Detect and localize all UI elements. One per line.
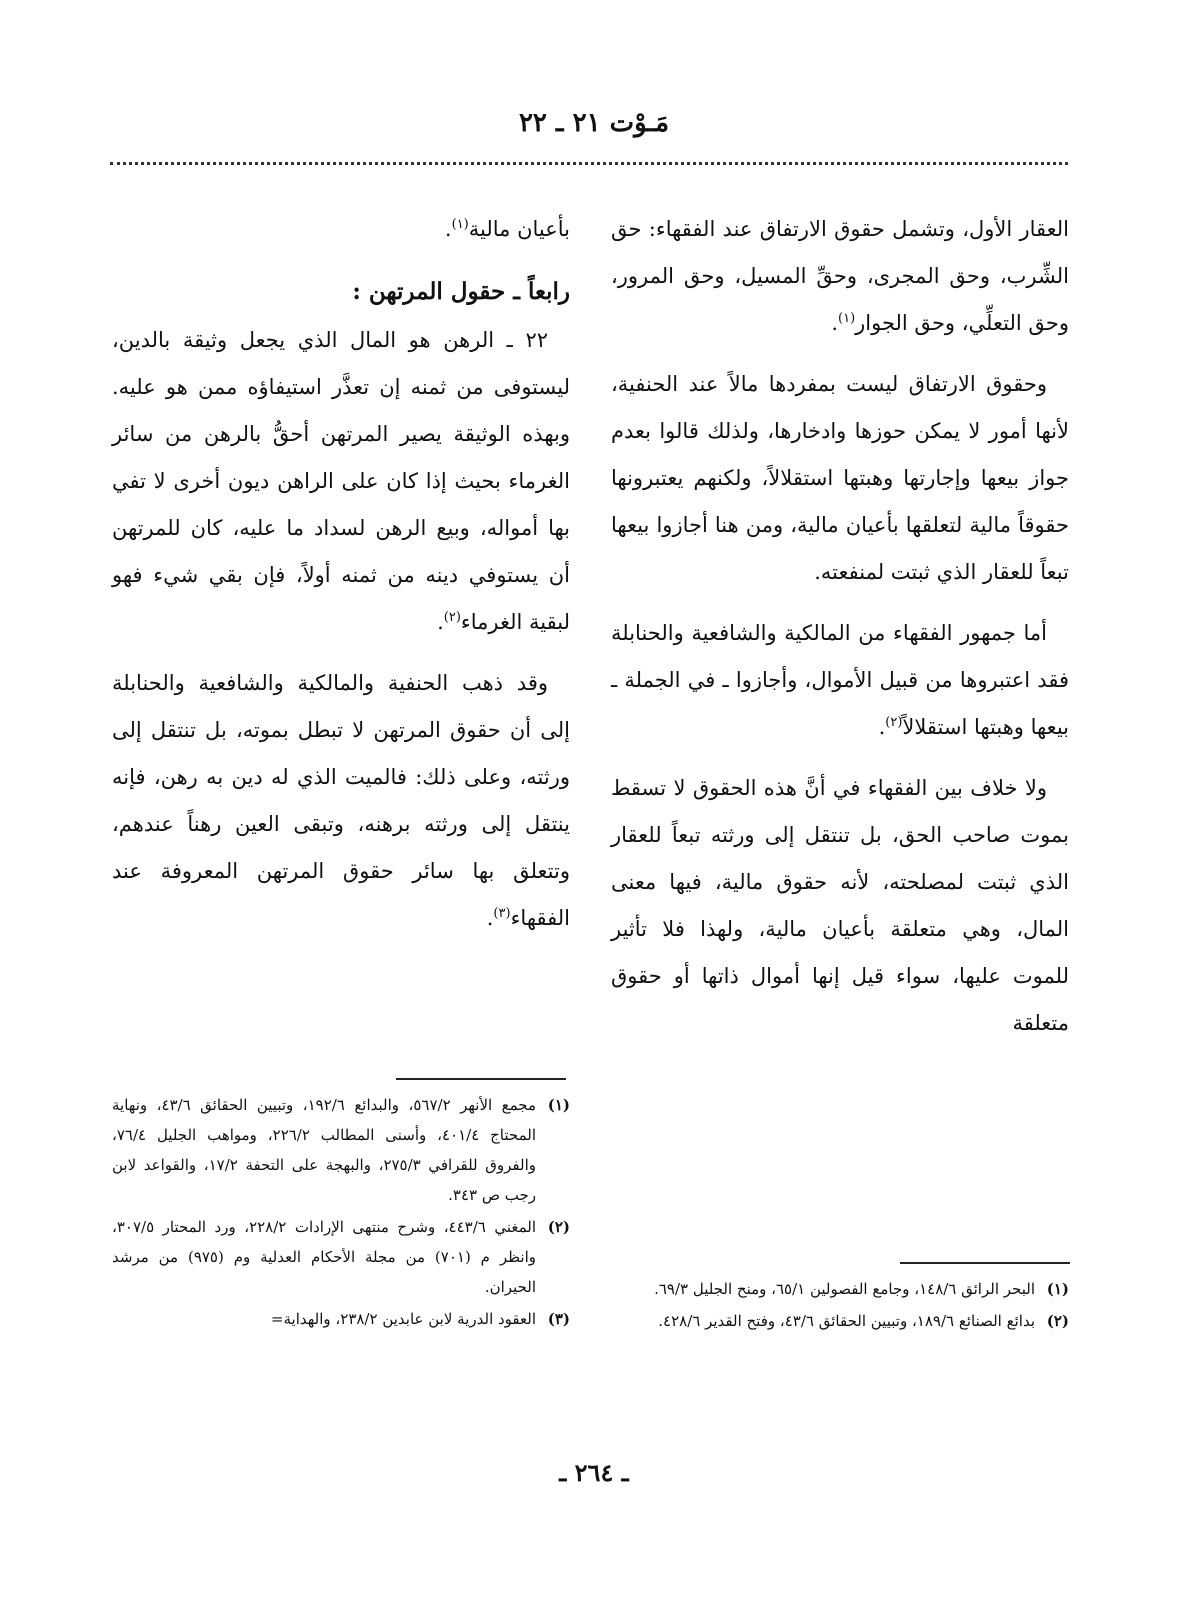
footnote-number: (٢) [1046,1312,1069,1330]
footnote-ref: (٢) [443,610,461,625]
footnote-text: العقود الدرية لابن عابدين ٢٣٨/٢، والهداية= [270,1310,536,1328]
footnote-ref: (١) [451,217,469,232]
footnote-rule-right [900,1262,1070,1264]
footnote-text: بدائع الصنائع ١٨٩/٦، وتبيين الحقائق ٤٣/٦، وفتح القدير ٤٢٨/٦. [658,1312,1035,1330]
footnote-number: (١) [547,1096,570,1114]
footnote-ref: (٣) [493,906,511,921]
footnote [611,1274,1069,1304]
footnote-rule-left [396,1078,566,1080]
left-paragraph-1: بأعيان مالية$^{(١)}$. [444,217,570,241]
footnotes-left [112,1090,570,1336]
right-paragraph-1: العقار الأول، وتشمل حقوق الارتفاق عند الفقهاء: حق الشِّرب، وحق المجرى، وحقِّ المسيل، وحق المرور، وحق التعلِّي، وحق الجوار$^{(١)}$. [611,217,1069,335]
footnote-number: (١) [1046,1280,1069,1298]
footnote-number: (٢) [547,1218,570,1236]
footnote-text: مجمع الأنهر ٥٦٧/٢، والبدائع ١٩٢/٦، وتبيين الحقائق ٤٣/٦، ونهاية المحتاج ٤٠١/٤، وأسنى المطالب ٢٢٦/٢، ومواهب الجليل ٧٦/٤، والفروق للقرافي ٢٧٥/٣، والبهجة على التحفة ١٧/٢، والقواعد لابن رجب ص ٣٤٣. [112,1096,537,1204]
footnote-text: المغني ٤٤٣/٦، وشرح منتهى الإرادات ٢٢٨/٢، ورد المحتار ٣٠٧/٥، وانظر م (٧٠١) من مجلة الأحكام العدلية وم (٩٧٥) من مرشد الحيران. [112,1218,536,1296]
left-paragraph-2: ٢٢ ـ الرهن هو المال الذي يجعل وثيقة بالدين، ليستوفى من ثمنه إن تعذَّر استيفاؤه ممن هو عليه. وبهذه الوثيقة يصير المرتهن أحقُّ بالرهن من سائر الغرماء بحيث إذا كان على الراهن ديون أخرى لا تفي بها أمواله، وبيع الرهن لسداد ما عليه، كان للمرتهن أن يستوفي دينه من ثمنه أولاً، فإن بقي شيء فهو لبقية الغرماء$^{(٢)}$. [112,328,570,634]
footnote-ref: (٢) [885,715,903,730]
page-number: ـ ٢٦٤ ـ [559,1458,629,1487]
left-paragraph-3: وقد ذهب الحنفية والمالكية والشافعية والحنابلة إلى أن حقوق المرتهن لا تبطل بموته، بل تنتقل إلى ورثته، وعلى ذلك: فالميت الذي له دين به رهن، فإنه ينتقل إلى ورثته برهنه، وتبقى العين رهناً عندهم، وتتعلق بها سائر حقوق المرتهن المعروفة عند الفقهاء$^{(٣)}$. [112,671,570,930]
footnote-number: (٣) [547,1310,570,1328]
footnote [611,1306,1069,1336]
left-column [112,206,570,956]
footnote [112,1212,570,1302]
right-paragraph-2: وحقوق الارتفاق ليست بمفردها مالاً عند الحنفية، لأنها أمور لا يمكن حوزها وادخارها، ولذلك قالوا بعدم جواز بيعها وإجارتها وهبتها استقلالاً، ولكنهم يعتبرونها حقوقاً مالية لتعلقها بأعيان مالية، ومن هنا أجازوا بيعها تبعاً للعقار الذي ثبتت لمنفعته. [611,372,1069,584]
footnote-text: البحر الرائق ١٤٨/٦، وجامع الفصولين ٦٥/١، ومنح الجليل ٦٩/٣. [654,1280,1035,1298]
right-paragraph-3: أما جمهور الفقهاء من المالكية والشافعية والحنابلة فقد اعتبروها من قبيل الأموال، وأجازوا ـ في الجملة ـ بيعها وهبتها استقلالاً$^{(٢)}$. [611,621,1069,739]
footnote [112,1090,570,1210]
page-header-title: مَـوْت ٢١ ـ ٢٢ [518,108,670,138]
right-paragraph-4: ولا خلاف بين الفقهاء في أنَّ هذه الحقوق لا تسقط بموت صاحب الحق، بل تنتقل إلى ورثته تبعاً للعقار الذي ثبتت لمصلحته، لأنه حقوق مالية، فيها معنى المال، وهي متعلقة بأعيان مالية، ولهذا فلا تأثير للموت عليها، سواء قيل إنها أموال ذاتها أو حقوق متعلقة [611,776,1069,1035]
footnotes-right [611,1274,1069,1338]
footnote [112,1304,570,1334]
right-column [611,206,1069,1061]
header-dotted-rule [110,162,1068,165]
section-heading: رابعاً ـ حقول المرتهن : [352,278,570,305]
footnote-ref: (١) [838,311,856,326]
